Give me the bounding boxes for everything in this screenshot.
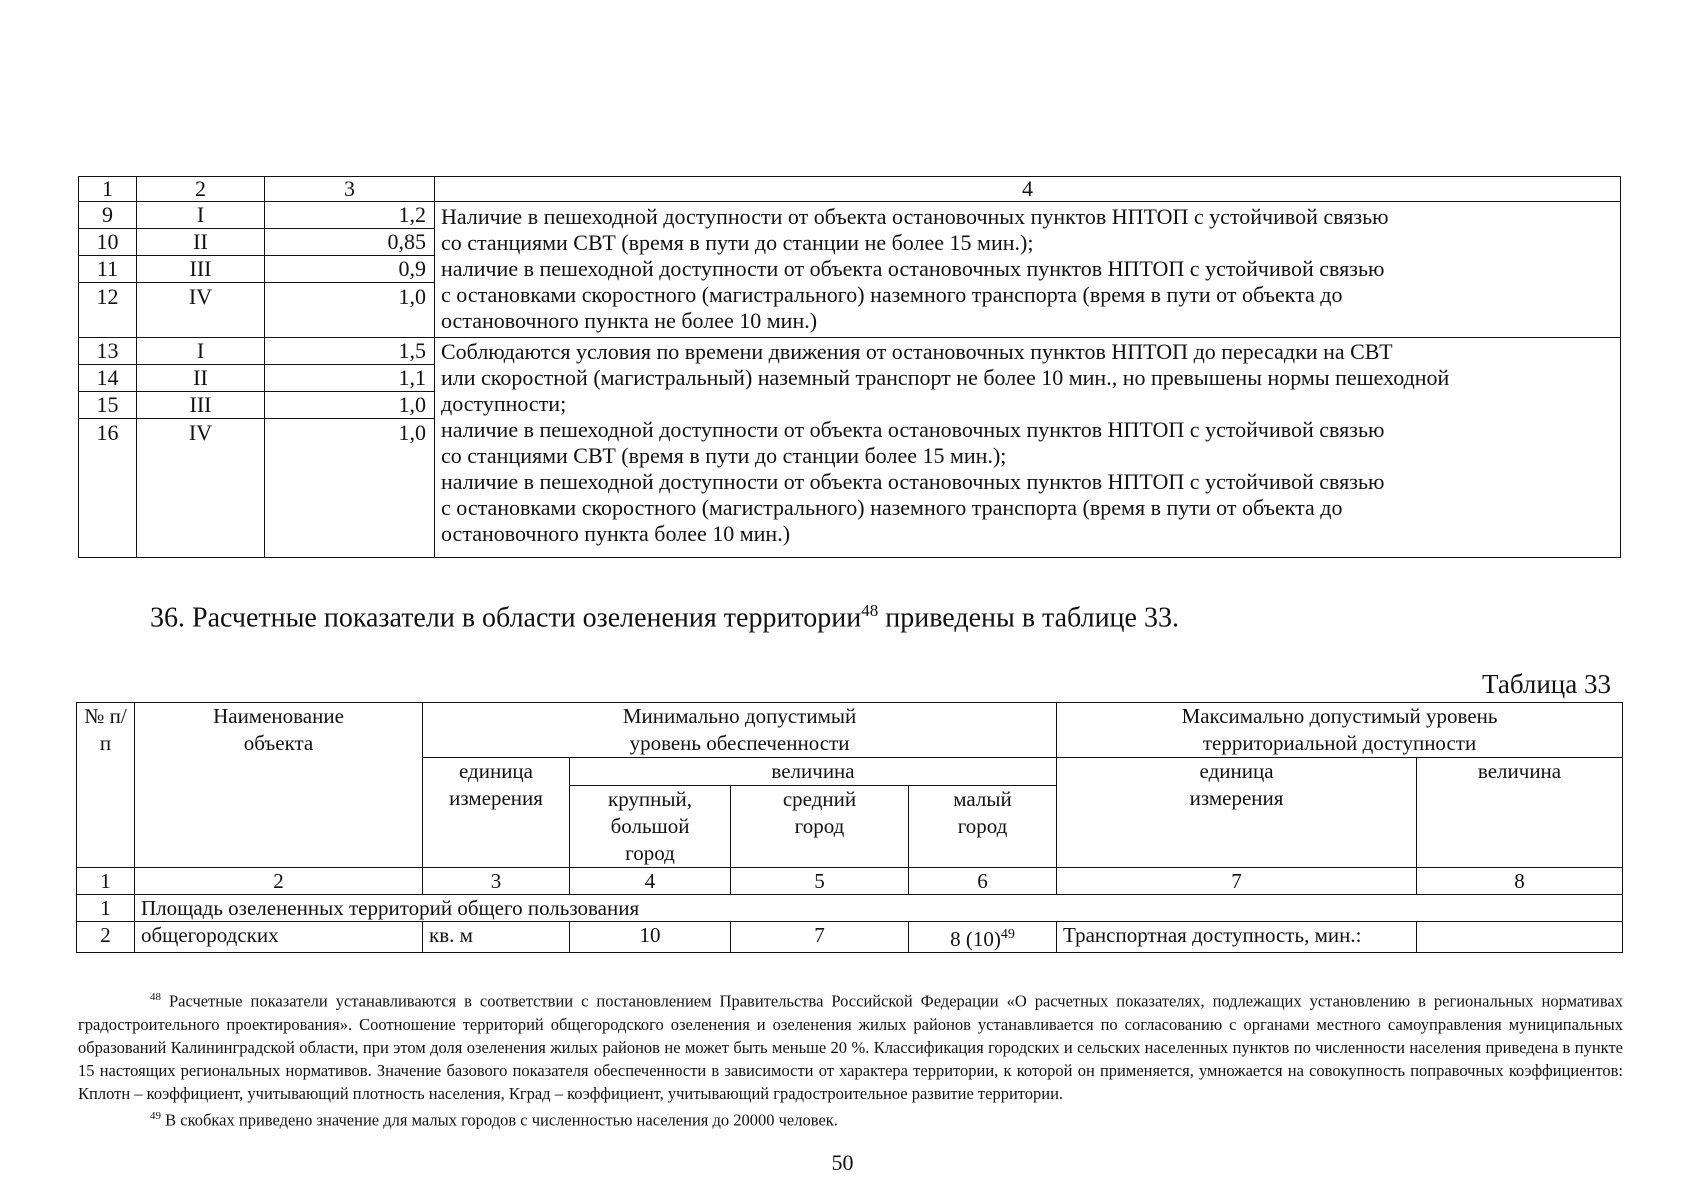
header-min-level: Минимально допустимый уровень обеспеченности xyxy=(423,703,1057,758)
footnote-text: В скобках приведено значение для малых городов с численностью населения до 20000 человек. xyxy=(161,1110,838,1129)
description-line: с остановками скоростного (магистрального) наземного транспорта (время в пути от объекта до xyxy=(441,282,1343,307)
description-line: наличие в пешеходной доступности от объекта остановочных пунктов НПТОП с устойчивой связью xyxy=(441,469,1385,494)
header-large-city: крупный, большой город xyxy=(570,786,731,868)
description-cell xyxy=(435,338,1621,558)
page-number: 50 xyxy=(831,1150,854,1175)
row-number: 2 xyxy=(77,922,135,953)
small-city-value xyxy=(909,922,1057,953)
header-value: величина xyxy=(570,758,1057,786)
col-number: 8 xyxy=(1417,868,1623,895)
transport-coefficients-table xyxy=(78,176,1621,558)
large-city-value: 10 xyxy=(570,922,731,953)
description-line: остановочного пункта более 10 мин.) xyxy=(441,521,791,546)
medium-city-value: 7 xyxy=(731,922,909,953)
row-number: 13 xyxy=(79,338,137,365)
description-line: наличие в пешеходной доступности от объекта остановочных пунктов НПТОП с устойчивой связью xyxy=(441,256,1385,281)
zone-cell: I xyxy=(137,338,265,365)
zone-cell: III xyxy=(137,392,265,419)
footnote-marker: 48 xyxy=(150,991,161,1003)
value2-cell xyxy=(1417,922,1623,953)
description-line: с остановками скоростного (магистрального) наземного транспорта (время в пути от объекта до xyxy=(441,495,1343,520)
column-numbers-row xyxy=(77,868,1623,895)
col-number: 6 xyxy=(909,868,1057,895)
col-number: 2 xyxy=(135,868,423,895)
description-line: остановочного пункта не более 10 мин.) xyxy=(441,308,818,333)
table-row xyxy=(79,202,1621,229)
table-caption: Таблица 33 xyxy=(1482,669,1611,699)
coef-cell: 0,9 xyxy=(265,256,435,283)
col-header-1: 1 xyxy=(79,177,137,202)
coef-cell: 1,1 xyxy=(265,365,435,392)
coef-cell: 1,2 xyxy=(265,202,435,229)
col-number: 4 xyxy=(570,868,731,895)
object-name: общегородских xyxy=(135,922,423,953)
row-number: 14 xyxy=(79,365,137,392)
zone-cell: II xyxy=(137,229,265,256)
row-number: 12 xyxy=(79,283,137,338)
table-row xyxy=(77,922,1623,953)
header-value-2: величина xyxy=(1417,758,1623,868)
row-number: 15 xyxy=(79,392,137,419)
header-unit: единица измерения xyxy=(423,758,570,868)
col-header-2: 2 xyxy=(137,177,265,202)
coef-cell: 1,0 xyxy=(265,283,435,338)
header-max-level: Максимально допустимый уровень территориальной доступности xyxy=(1057,703,1623,758)
paragraph-text: 36. Расчетные показатели в области озеленения территории xyxy=(150,602,862,634)
description-line: доступности; xyxy=(441,391,567,416)
section-row-title: Площадь озелененных территорий общего пользования xyxy=(135,895,1623,922)
description-line: Наличие в пешеходной доступности от объекта остановочных пунктов НПТОП с устойчивой связью xyxy=(441,204,1389,229)
row-number: 1 xyxy=(77,895,135,922)
unit2-cell: Транспортная доступность, мин.: xyxy=(1057,922,1417,953)
description-cell xyxy=(435,202,1621,338)
description-line: со станциями СВТ (время в пути до станции не более 15 мин.); xyxy=(441,230,1034,255)
footnotes xyxy=(78,986,1623,1131)
section-paragraph xyxy=(150,601,1179,634)
coef-cell: 1,0 xyxy=(265,419,435,558)
header-small-city: малый город xyxy=(909,786,1057,868)
footnote-48 xyxy=(78,986,1623,1105)
col-header-4: 4 xyxy=(435,177,1621,202)
footnote-ref: 48 xyxy=(861,601,879,620)
table-row xyxy=(79,338,1621,365)
zone-cell: II xyxy=(137,365,265,392)
zone-cell: IV xyxy=(137,283,265,338)
table-row xyxy=(77,895,1623,922)
description-line: наличие в пешеходной доступности от объекта остановочных пунктов НПТОП с устойчивой связью xyxy=(441,417,1385,442)
zone-cell: IV xyxy=(137,419,265,558)
footnote-text: Расчетные показатели устанавливаются в соответствии с постановлением Правительства Российской Федерации «О расчетных показателях, подлежащих установлению в региональных нормативах градостроительного проектирования». Соотношение территорий общегородского озеленения и озеленения жилых районов устанавливается по согласованию с органами местного самоуправления муниципальных образований Калининградской области, при этом доля озеленения жилых районов не может быть меньше 20 %. Классификация городских и сельских населенных пунктов по численности населения приведена в пункте 15 настоящих региональных нормативов. Значение базового показателя обеспеченности в зависимости от характера территории, к которой он применяется, умножается на совокупность поправочных коэффициентов: Кплотн – коэффициент, учитывающий плотность населения, Кград – коэффициент, учитывающий градостроительное развитие территории. xyxy=(78,991,1623,1103)
col-number: 7 xyxy=(1057,868,1417,895)
footnote-49 xyxy=(78,1105,1623,1132)
description-line: или скоростной (магистральный) наземный транспорт не более 10 мин., но превышены нормы пешеходной xyxy=(441,365,1450,390)
footnote-ref: 49 xyxy=(1000,927,1015,942)
table-header-row xyxy=(77,703,1623,758)
description-line: Соблюдаются условия по времени движения от остановочных пунктов НПТОП до пересадки на СВТ xyxy=(441,339,1393,364)
table-header-row xyxy=(79,177,1621,202)
row-number: 11 xyxy=(79,256,137,283)
col-header-3: 3 xyxy=(265,177,435,202)
header-unit-2: единица измерения xyxy=(1057,758,1417,868)
small-city-value-text: 8 (10) xyxy=(950,927,1001,951)
paragraph-text-end: приведены в таблице 33. xyxy=(878,602,1179,634)
coef-cell: 0,85 xyxy=(265,229,435,256)
row-number: 10 xyxy=(79,229,137,256)
col-number: 5 xyxy=(731,868,909,895)
description-line: со станциями СВТ (время в пути до станции более 15 мин.); xyxy=(441,443,1007,468)
coef-cell: 1,5 xyxy=(265,338,435,365)
header-number: № п/п xyxy=(77,703,135,868)
header-medium-city: средний город xyxy=(731,786,909,868)
row-number: 9 xyxy=(79,202,137,229)
unit-cell: кв. м xyxy=(423,922,570,953)
coef-cell: 1,0 xyxy=(265,392,435,419)
header-name: Наименование объекта xyxy=(135,703,423,868)
zone-cell: I xyxy=(137,202,265,229)
footnote-marker: 49 xyxy=(150,1109,161,1122)
greening-table xyxy=(76,702,1623,953)
col-number: 3 xyxy=(423,868,570,895)
col-number: 1 xyxy=(77,868,135,895)
zone-cell: III xyxy=(137,256,265,283)
row-number: 16 xyxy=(79,419,137,558)
